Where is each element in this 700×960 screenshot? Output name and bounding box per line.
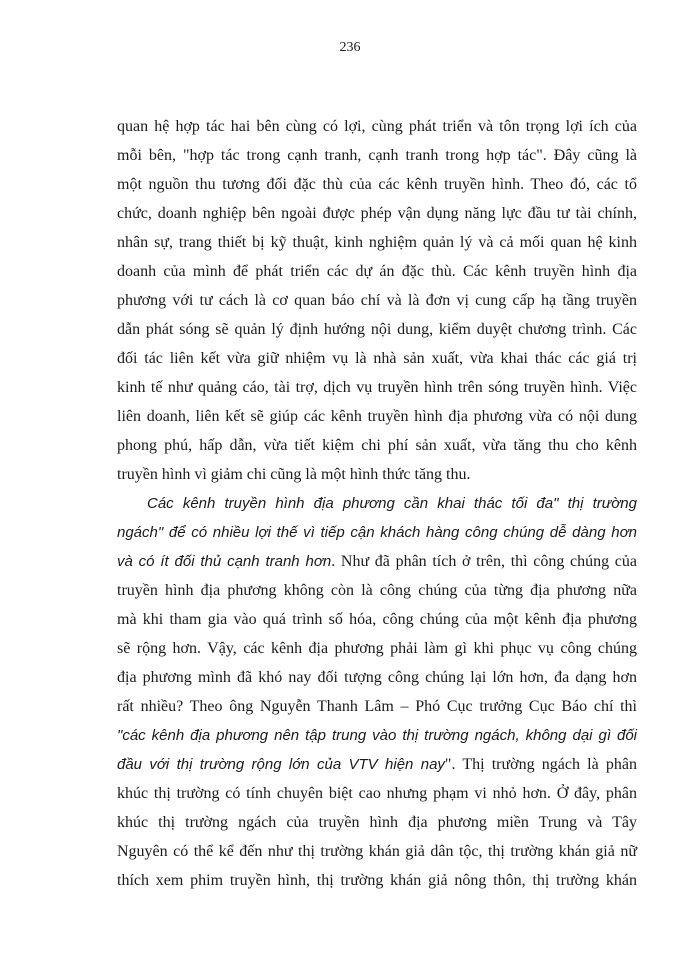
text-line: dẫn phát sóng sẽ quản lý định hướng nội dung, kiểm duyệt chương trình. Các <box>117 321 637 338</box>
text-line: thích xem phim truyền hình, thị trường khán giả nông thôn, thị trường khán <box>117 872 637 889</box>
text-line-italic: "các kênh địa phương nên tập trung vào thị trường ngách, không dại gì đối <box>117 727 637 744</box>
text-line-italic: ngách" để có nhiều lợi thế vì tiếp cận khách hàng công chúng dễ dàng hơn <box>117 524 637 541</box>
text-line: phong phú, hấp dẫn, vừa tiết kiệm chi phí sản xuất, vừa tăng thu cho kênh <box>117 437 637 454</box>
text-line: quan hệ hợp tác hai bên cùng có lợi, cùng phát triển và tôn trọng lợi ích của <box>117 118 637 135</box>
text-line: truyền hình vì giảm chi cũng là một hình thức tăng thu. <box>117 466 471 483</box>
regular-span: ". Thị trường ngách là phân <box>444 756 637 773</box>
paragraph-1 <box>117 112 637 489</box>
text-line: rất nhiều? Theo ông Nguyễn Thanh Lâm – Phó Cục trưởng Cục Báo chí thì <box>117 698 637 715</box>
text-line-mixed <box>117 750 637 779</box>
text-line: đối tác liên kết vừa giữ nhiệm vụ là nhà sản xuất, vừa khai thác các giá trị <box>117 350 637 367</box>
text-line: phương với tư cách là cơ quan báo chí và là đơn vị cung cấp hạ tầng truyền <box>117 292 637 309</box>
text-line: sẽ rộng hơn. Vậy, các kênh địa phương phải làm gì khi phục vụ công chúng <box>117 640 637 657</box>
text-line: địa phương mình đã khó nay đối tượng công chúng lại lớn hơn, đa dạng hơn <box>117 669 637 686</box>
text-line: mà khi tham gia vào quá trình số hóa, công chúng của một kênh địa phương <box>117 611 637 628</box>
text-line: truyền hình địa phương không còn là công chúng của từng địa phương nữa <box>117 582 637 599</box>
text-line: một nguồn thu tương đối đặc thù của các kênh truyền hình. Theo đó, các tổ <box>117 176 637 193</box>
text-line: liên doanh, liên kết sẽ giúp các kênh truyền hình địa phương vừa có nội dung <box>117 408 637 425</box>
italic-span: đầu với thị trường rộng lớn của VTV hiện nay <box>117 756 445 773</box>
text-line-mixed <box>117 547 637 576</box>
text-line: mỗi bên, "hợp tác trong cạnh tranh, cạnh tranh trong hợp tác". Đây cũng là <box>117 147 637 164</box>
text-line: khúc thị trường ngách của truyền hình địa phương miền Trung và Tây <box>117 814 637 831</box>
text-line: nhân sự, trang thiết bị kỹ thuật, kinh nghiệm quản lý và cả mối quan hệ kinh <box>117 234 637 251</box>
text-line-italic: Các kênh truyền hình địa phương cần khai thác tối đa" thị trường <box>147 495 637 512</box>
text-line: doanh của mình để phát triển các dự án đặc thù. Các kênh truyền hình địa <box>117 263 637 280</box>
text-line: kinh tế như quảng cáo, tài trợ, dịch vụ truyền hình trên sóng truyền hình. Việc <box>117 379 637 396</box>
text-line: chức, doanh nghiệp bên ngoài được phép vận dụng năng lực đầu tư tài chính, <box>117 205 637 222</box>
regular-span: . Như đã phân tích ở trên, thì công chúng của <box>331 553 637 570</box>
text-line: Nguyên có thể kể đến như thị trường khán giả dân tộc, thị trường khán giả nữ <box>117 843 637 860</box>
paragraph-2 <box>117 489 637 895</box>
italic-span: và có ít đối thủ cạnh tranh hơn <box>117 553 332 570</box>
page-number: 236 <box>339 40 361 55</box>
document-body <box>117 112 637 895</box>
text-line: khúc thị trường có tính chuyên biệt cao nhưng phạm vi nhỏ hơn. Ở đây, phân <box>117 785 637 802</box>
